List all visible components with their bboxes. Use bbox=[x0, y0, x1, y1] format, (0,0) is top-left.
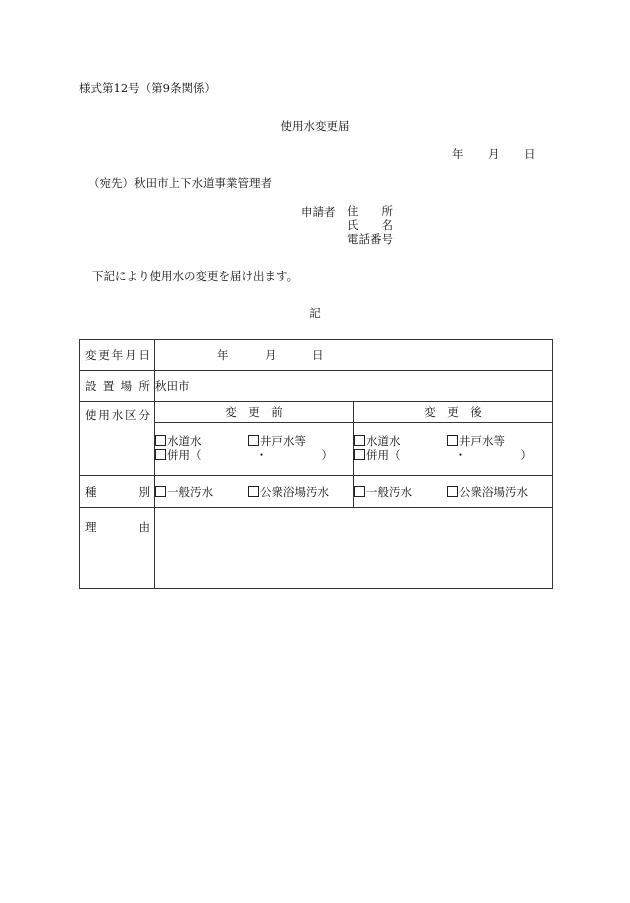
before-well-water-option[interactable] bbox=[248, 434, 306, 448]
change-date-field[interactable] bbox=[155, 340, 553, 371]
after-combined-label: 併用（ bbox=[366, 448, 401, 462]
after-header: 変 更 後 bbox=[354, 402, 553, 423]
submission-date bbox=[452, 146, 536, 162]
before-public-bath-label: 公衆浴場汚水 bbox=[260, 484, 329, 499]
reason-label: 理 由 bbox=[85, 520, 150, 534]
location-field[interactable] bbox=[155, 371, 553, 402]
checkbox-icon[interactable] bbox=[354, 449, 365, 460]
after-general-sewage-label: 一般汚水 bbox=[366, 484, 412, 499]
before-combined-dot: ・ bbox=[255, 448, 268, 462]
checkbox-icon[interactable] bbox=[248, 486, 259, 497]
date-day: 日 bbox=[524, 147, 536, 161]
type-row bbox=[80, 476, 553, 508]
after-water-supply-label: 水道水 bbox=[366, 434, 401, 448]
checkbox-icon[interactable] bbox=[447, 486, 458, 497]
before-well-water-label: 井戸水等 bbox=[260, 434, 306, 448]
before-type-options bbox=[155, 476, 354, 508]
before-combined-label: 併用（ bbox=[167, 448, 202, 462]
before-water-supply-option[interactable] bbox=[155, 434, 248, 448]
change-date-year: 年 bbox=[217, 348, 229, 362]
after-public-bath-label: 公衆浴場汚水 bbox=[459, 484, 528, 499]
after-general-sewage-option[interactable] bbox=[354, 484, 447, 500]
after-combined-close: ） bbox=[520, 448, 532, 462]
applicant-fields bbox=[347, 204, 393, 246]
reason-row bbox=[80, 508, 553, 589]
applicant-phone-label: 電話番号 bbox=[347, 232, 393, 246]
checkbox-icon[interactable] bbox=[354, 486, 365, 497]
statement: 下記により使用水の変更を届け出ます。 bbox=[92, 269, 299, 283]
after-public-bath-option[interactable] bbox=[447, 484, 528, 500]
form-title: 使用水変更届 bbox=[280, 119, 350, 133]
after-water-supply-option[interactable] bbox=[354, 434, 447, 448]
change-date-month: 月 bbox=[265, 348, 277, 362]
category-label: 使用水区分 bbox=[85, 408, 150, 422]
after-combined-dot: ・ bbox=[454, 448, 467, 462]
after-well-water-label: 井戸水等 bbox=[459, 434, 505, 448]
before-general-sewage-label: 一般汚水 bbox=[167, 484, 213, 499]
before-public-bath-option[interactable] bbox=[248, 484, 329, 500]
checkbox-icon[interactable] bbox=[155, 449, 166, 460]
category-header-row bbox=[80, 402, 553, 423]
before-combined-option[interactable] bbox=[155, 448, 353, 462]
applicant-name-label: 氏 名 bbox=[347, 218, 393, 232]
checkbox-icon[interactable] bbox=[447, 435, 458, 446]
after-well-water-option[interactable] bbox=[447, 434, 505, 448]
change-date-label: 変更年月日 bbox=[85, 348, 150, 362]
form-number: 様式第12号（第9条関係） bbox=[79, 81, 216, 95]
location-value: 秋田市 bbox=[155, 379, 190, 393]
applicant-address-label: 住 所 bbox=[347, 204, 393, 218]
after-combined-option[interactable] bbox=[354, 448, 552, 462]
ki-heading: 記 bbox=[309, 306, 321, 320]
applicant-label: 申請者 bbox=[301, 205, 336, 219]
checkbox-icon[interactable] bbox=[155, 435, 166, 446]
after-type-options bbox=[354, 476, 553, 508]
location-label: 設置場所 bbox=[85, 379, 150, 393]
change-form-table bbox=[79, 339, 553, 589]
reason-field[interactable] bbox=[155, 508, 553, 589]
checkbox-icon[interactable] bbox=[248, 435, 259, 446]
date-year: 年 bbox=[452, 147, 464, 161]
before-options bbox=[155, 423, 354, 476]
change-date-row bbox=[80, 340, 553, 371]
before-general-sewage-option[interactable] bbox=[155, 484, 248, 500]
before-header: 変 更 前 bbox=[155, 402, 354, 423]
after-options bbox=[354, 423, 553, 476]
change-date-day: 日 bbox=[312, 348, 324, 362]
before-water-supply-label: 水道水 bbox=[167, 434, 202, 448]
checkbox-icon[interactable] bbox=[354, 435, 365, 446]
checkbox-icon[interactable] bbox=[155, 486, 166, 497]
location-row bbox=[80, 371, 553, 402]
type-label: 種 別 bbox=[85, 484, 150, 499]
date-month: 月 bbox=[488, 147, 500, 161]
before-combined-close: ） bbox=[321, 448, 333, 462]
addressee: （宛先）秋田市上下水道事業管理者 bbox=[88, 176, 272, 190]
